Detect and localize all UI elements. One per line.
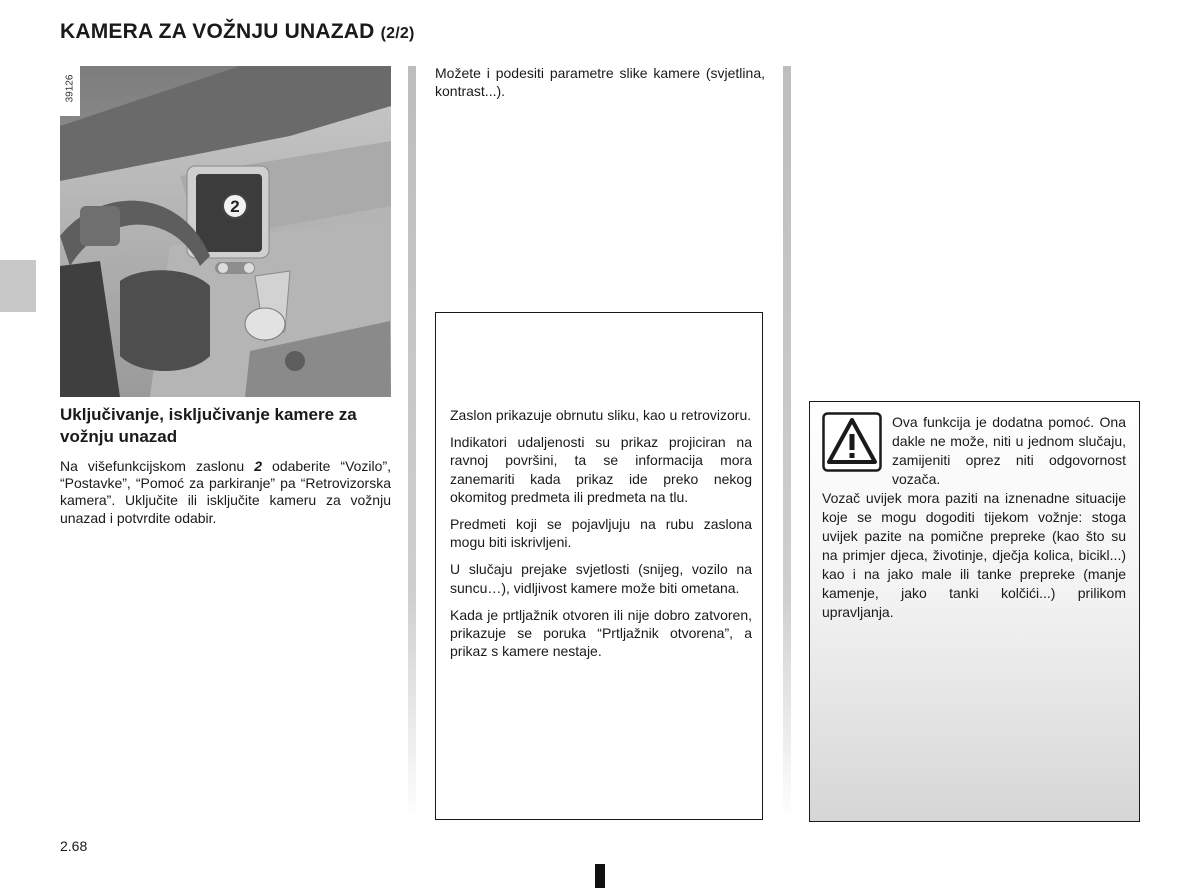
page-number: 2.68 bbox=[60, 838, 88, 854]
camera-settings-note: Možete i podesiti parametre slike kamere (svjetlina, kontrast...). bbox=[435, 65, 765, 99]
info-paragraph: U slučaju prejake svjetlosti (snijeg, vozilo na suncu…), vidljivost kamere može biti ometana. bbox=[450, 561, 752, 596]
figure-callout: 2 bbox=[230, 197, 240, 216]
section-heading: Uključivanje, isključivanje kamere za vožnju unazad bbox=[60, 405, 357, 446]
warning-text-second: Vozač uvijek mora paziti na iznenadne situacije koje se mogu dogoditi tijekom vožnje: stoga uvijek pazite na pomične prepreke (kao što su na primjer djeca, životinje, dječja kolica, bicikl...) kao i na jako male ili tanke prepreke (manje kamenje, jako tanki kolčići...) prilikom upravljanja. bbox=[822, 490, 1126, 620]
info-paragraph: Kada je prtljažnik otvoren ili nije dobro zatvoren, prikazuje se poruka “Prtljažnik otvorena”, a prikaz s kamere nestaje. bbox=[450, 606, 752, 660]
instruction-text-start: Na višefunkcijskom zaslonu bbox=[60, 458, 255, 474]
info-paragraph: Indikatori udaljenosti su prikaz projiciran na ravnoj površini, ta se informacija mora zanemariti kada prikaz ide preko nekog okomitog predmeta ili predmeta na tlu. bbox=[450, 434, 752, 505]
info-paragraph: Zaslon prikazuje obrnutu sliku, kao u retrovizoru. bbox=[450, 407, 752, 423]
column-divider-right bbox=[783, 66, 791, 821]
warning-triangle-icon bbox=[822, 412, 882, 472]
page-title-text: KAMERA ZA VOŽNJU UNAZAD bbox=[60, 20, 375, 43]
screen-number-ref: 2 bbox=[254, 458, 263, 474]
instruction-paragraph bbox=[60, 458, 391, 527]
column-divider-left bbox=[408, 66, 416, 821]
info-paragraph: Predmeti koji se pojavljuju na rubu zaslona mogu biti iskrivljeni. bbox=[450, 516, 752, 551]
page-marker bbox=[595, 864, 605, 888]
chapter-tab bbox=[0, 260, 36, 312]
figure-code-text: 39126 bbox=[64, 74, 76, 103]
page-title bbox=[60, 20, 415, 44]
page-title-suffix: (2/2) bbox=[380, 25, 415, 42]
figure-code bbox=[60, 66, 80, 116]
dashboard-illustration bbox=[60, 66, 391, 397]
warning-text-first: Ova funkcija je dodatna pomoć. Ona dakle ne može, niti u jednom slučaju, zamijeniti oprez niti odgovornost vozača. bbox=[892, 414, 1126, 487]
info-box-text bbox=[450, 406, 752, 669]
instruction-text-end: odaberite “Vozilo”, “Postavke”, “Pomoć za parkiranje” pa “Retrovizorska kamera”. Uključite ili isključite kameru za vožnju unazad i potvrdite odabir. bbox=[60, 458, 391, 526]
